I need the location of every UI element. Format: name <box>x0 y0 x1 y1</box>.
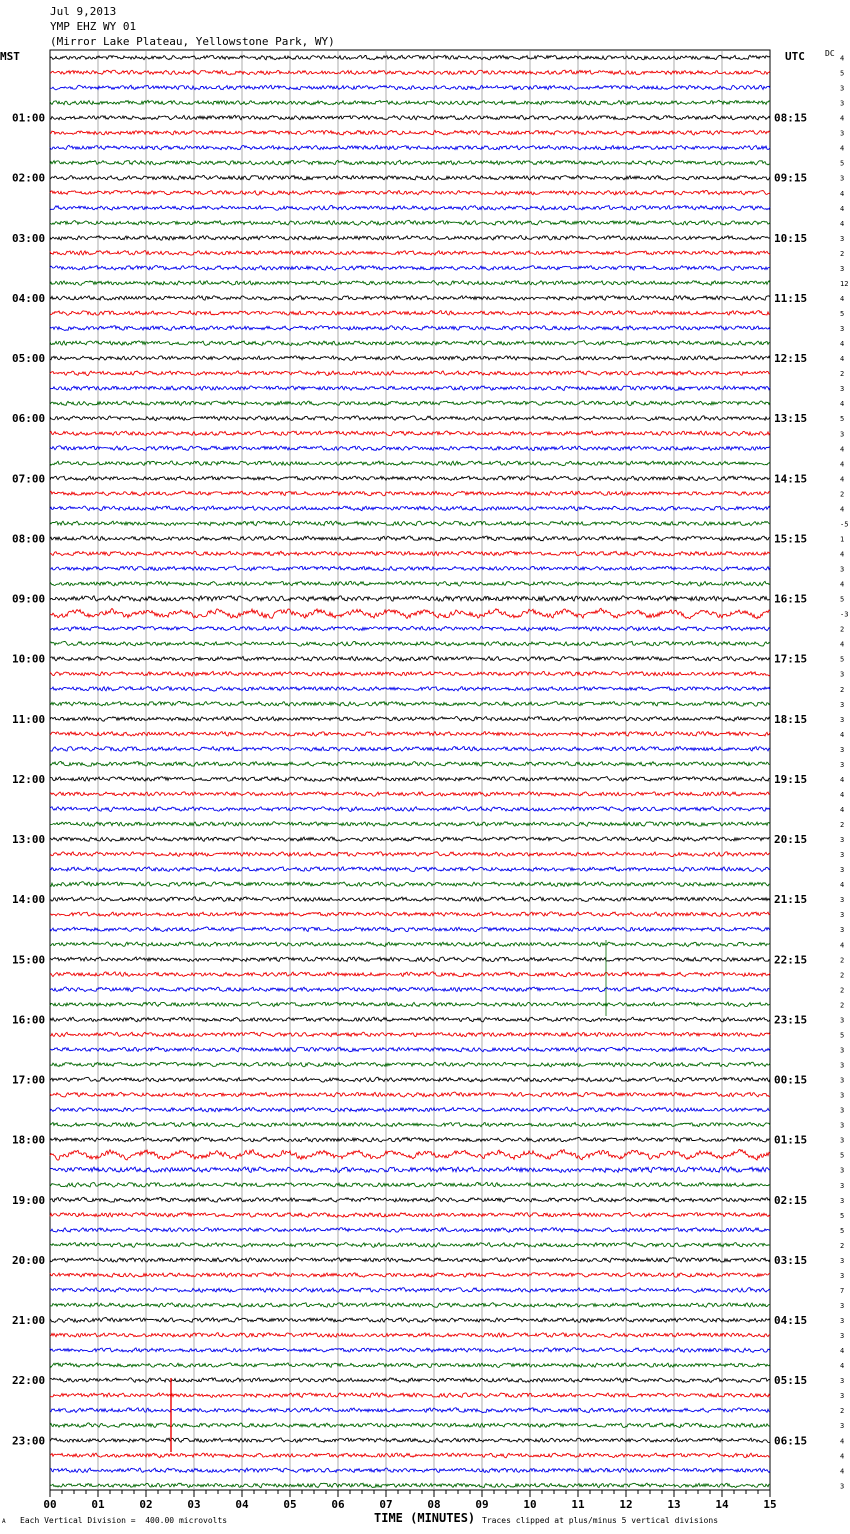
trace-line <box>50 792 770 797</box>
hour-label-left: 08:00 <box>12 532 46 546</box>
trace-line <box>50 566 770 571</box>
dc-offset-label: 4 <box>840 1347 845 1356</box>
trace-line <box>50 807 770 812</box>
dc-offset-label: 4 <box>840 219 845 228</box>
hour-label-left: 03:00 <box>12 231 46 245</box>
dc-offset-label: 4 <box>840 355 845 364</box>
dc-offset-label: 3 <box>840 1271 845 1280</box>
hour-label-right: 22:15 <box>774 953 808 967</box>
trace-line <box>50 131 770 136</box>
trace-line <box>50 1303 770 1308</box>
dc-offset-label: 4 <box>840 1437 845 1446</box>
dc-offset-label: 2 <box>840 490 845 499</box>
dc-offset-label: 4 <box>840 941 845 950</box>
dc-offset-label: 3 <box>840 1392 845 1401</box>
trace-line <box>50 671 770 676</box>
dc-offset-label: 2 <box>840 1001 845 1010</box>
trace-line <box>50 1197 770 1202</box>
dc-offset-label: 3 <box>840 1377 845 1386</box>
dc-offset-label: 4 <box>840 730 845 739</box>
hour-label-left: 09:00 <box>12 592 46 606</box>
hour-label-right: 17:15 <box>774 652 808 666</box>
dc-offset-label: 5 <box>840 69 845 78</box>
trace-line <box>50 702 770 707</box>
dc-offset-label: 3 <box>840 866 845 875</box>
dc-offset-label: 2 <box>840 1407 845 1416</box>
dc-offset-label: 3 <box>840 174 845 183</box>
dc-offset-label: 3 <box>840 99 845 108</box>
dc-offset-label: 4 <box>840 54 845 63</box>
dc-offset-label: 3 <box>840 1482 845 1491</box>
trace-line <box>50 281 770 286</box>
trace-line <box>50 85 770 90</box>
trace-line <box>50 942 770 947</box>
dc-offset-label: 3 <box>840 1046 845 1055</box>
dc-offset-label: 3 <box>840 84 845 93</box>
trace-line <box>50 596 770 601</box>
trace-line <box>50 641 770 646</box>
dc-offset-label: 4 <box>840 1452 845 1461</box>
trace-line <box>50 1318 770 1323</box>
x-tick-label: 12 <box>619 1498 633 1511</box>
dc-offset-label: 5 <box>840 159 845 168</box>
dc-offset-label: 5 <box>840 310 845 318</box>
right-timezone: UTC <box>785 50 805 63</box>
trace-line <box>50 687 770 692</box>
hour-label-right: 06:15 <box>774 1434 808 1448</box>
trace-line <box>50 311 770 316</box>
trace-line <box>50 356 770 361</box>
dc-offset-label: 4 <box>840 640 845 649</box>
hour-label-left: 05:00 <box>12 352 46 366</box>
dc-offset-label: 2 <box>840 1241 845 1250</box>
hour-label-right: 18:15 <box>774 712 808 726</box>
clip-note: Traces clipped at plus/minus 5 vertical divisions <box>482 1516 719 1525</box>
hour-label-left: 10:00 <box>12 652 46 666</box>
trace-line <box>50 1333 770 1338</box>
dc-offset-label: 3 <box>840 715 845 724</box>
trace-line <box>50 1363 770 1368</box>
trace-line <box>50 1182 770 1187</box>
x-tick-label: 02 <box>139 1498 153 1511</box>
hour-label-right: 00:15 <box>774 1073 808 1087</box>
trace-line <box>50 401 770 406</box>
dc-offset-label: 3 <box>840 1181 845 1190</box>
trace-line <box>50 251 770 256</box>
dc-offset-label: 4 <box>840 791 845 799</box>
x-axis-label: TIME (MINUTES) <box>374 1511 476 1525</box>
trace-line <box>50 446 770 451</box>
trace-line <box>50 837 770 842</box>
hour-label-right: 04:15 <box>774 1314 808 1327</box>
dc-offset-label: 3 <box>840 1302 845 1310</box>
trace-line <box>50 431 770 436</box>
trace-line <box>50 1002 770 1007</box>
trace-line <box>50 732 770 737</box>
trace-line <box>50 296 770 301</box>
x-tick-label: 00 <box>43 1498 57 1511</box>
dc-offset-label: 4 <box>840 340 845 349</box>
hour-label-left: 06:00 <box>12 412 46 426</box>
dc-offset-label: 3 <box>840 325 845 333</box>
hour-label-right: 21:15 <box>774 893 808 907</box>
dc-offset-label: 3 <box>840 851 845 860</box>
hour-label-left: 14:00 <box>12 893 46 907</box>
dc-offset-label: 4 <box>840 806 845 814</box>
x-tick-label: 06 <box>331 1498 345 1511</box>
dc-offset-label: 3 <box>840 1121 845 1130</box>
dc-offset-label: 3 <box>840 1106 845 1115</box>
trace-line <box>50 521 770 526</box>
trace-line <box>50 551 770 556</box>
dc-offset-label: 3 <box>840 1166 845 1175</box>
x-tick-label: 03 <box>187 1498 201 1511</box>
dc-offset-label: 4 <box>840 189 845 198</box>
dc-offset-label: -5 <box>840 520 849 529</box>
trace-line <box>50 1077 770 1082</box>
dc-offset-label: 2 <box>840 821 845 829</box>
plot-location: (Mirror Lake Plateau, Yellowstone Park, WY) <box>50 35 335 48</box>
trace-line <box>50 927 770 932</box>
x-tick-label: 07 <box>379 1498 393 1511</box>
hour-label-right: 02:15 <box>774 1193 808 1207</box>
dc-offset-label: 3 <box>840 1317 845 1325</box>
trace-line <box>50 912 770 917</box>
trace-line <box>50 882 770 887</box>
dc-offset-label: 3 <box>840 430 845 439</box>
dc-offset-label: 4 <box>840 475 845 484</box>
trace-line <box>50 581 770 586</box>
dc-offset-label: 4 <box>840 1467 845 1476</box>
x-tick-label: 10 <box>523 1498 537 1511</box>
corner-mark: A <box>2 1518 6 1525</box>
dc-offset-label: 3 <box>840 1332 845 1340</box>
dc-offset-label: 3 <box>840 129 845 138</box>
hour-label-left: 15:00 <box>12 953 46 967</box>
trace-line <box>50 1468 770 1473</box>
trace-line <box>50 656 770 661</box>
dc-offset-label: 4 <box>840 775 845 784</box>
hour-label-right: 01:15 <box>774 1133 808 1147</box>
dc-offset-label: 3 <box>840 836 845 845</box>
hour-label-right: 14:15 <box>774 472 808 486</box>
dc-offset-label: 3 <box>840 745 845 754</box>
dc-offset-label: 4 <box>840 204 845 213</box>
hour-label-right: 13:15 <box>774 412 808 426</box>
trace-line <box>50 476 770 481</box>
dc-offset-label: 3 <box>840 1136 845 1145</box>
hour-label-left: 16:00 <box>12 1013 46 1027</box>
dc-offset-label: 7 <box>840 1287 845 1295</box>
dc-offset-label: 3 <box>840 926 845 935</box>
trace-line <box>50 777 770 782</box>
trace-line <box>50 1273 770 1278</box>
hour-label-left: 11:00 <box>12 712 46 726</box>
dc-offset-label: 3 <box>840 565 845 574</box>
x-tick-label: 08 <box>427 1498 441 1511</box>
hour-label-left: 17:00 <box>12 1073 46 1087</box>
trace-line <box>50 1228 770 1233</box>
trace-line <box>50 761 770 766</box>
dc-offset-label: 5 <box>840 655 845 664</box>
x-tick-label: 13 <box>667 1498 681 1511</box>
hour-label-right: 19:15 <box>774 772 808 786</box>
dc-offset-label: 5 <box>840 1226 845 1235</box>
trace-line <box>50 1378 770 1383</box>
hour-label-right: 05:15 <box>774 1374 808 1388</box>
trace-line <box>50 386 770 391</box>
dc-offset-label: 4 <box>840 881 845 890</box>
dc-offset-label: 3 <box>840 1196 845 1205</box>
hour-label-left: 18:00 <box>12 1133 46 1147</box>
dc-offset-label: 3 <box>840 1091 845 1100</box>
trace-line <box>50 1438 770 1443</box>
dc-offset-label: 4 <box>840 400 845 409</box>
plot-date: Jul 9,2013 <box>50 5 117 18</box>
dc-offset-label: 3 <box>840 1076 845 1085</box>
x-tick-label: 15 <box>763 1498 777 1511</box>
dc-offset-label: 4 <box>840 445 845 454</box>
dc-offset-label: -3 <box>840 610 849 619</box>
dc-offset-label: 12 <box>840 279 849 288</box>
dc-label: DC <box>825 49 835 58</box>
trace-line <box>50 236 770 241</box>
trace-line <box>50 608 770 618</box>
trace-line <box>50 1107 770 1112</box>
trace-line <box>50 822 770 827</box>
trace-line <box>50 1047 770 1052</box>
hour-label-left: 22:00 <box>12 1374 46 1388</box>
hour-label-left: 19:00 <box>12 1193 46 1207</box>
trace-line <box>50 220 770 225</box>
dc-offset-label: 3 <box>840 385 845 394</box>
trace-line <box>50 897 770 902</box>
hour-label-left: 23:00 <box>12 1434 46 1448</box>
trace-line <box>50 371 770 376</box>
trace-line <box>50 461 770 466</box>
dc-offset-label: 2 <box>840 370 845 379</box>
trace-line <box>50 1092 770 1097</box>
trace-line <box>50 1212 770 1217</box>
trace-line <box>50 987 770 992</box>
trace-line <box>50 206 770 211</box>
trace-line <box>50 191 770 196</box>
dc-offset-label: 4 <box>840 1362 845 1371</box>
dc-offset-label: 2 <box>840 971 845 980</box>
dc-offset-label: 1 <box>840 535 845 544</box>
hour-label-right: 12:15 <box>774 352 808 366</box>
trace-line <box>50 1243 770 1248</box>
dc-offset-label: 4 <box>840 550 845 559</box>
trace-line <box>50 115 770 120</box>
trace-line <box>50 1062 770 1067</box>
scale-note: Each Vertical Division = 400.00 microvolts <box>20 1516 228 1525</box>
dc-offset-label: 4 <box>840 114 845 123</box>
x-tick-label: 09 <box>475 1498 489 1511</box>
trace-line <box>50 1258 770 1263</box>
dc-offset-label: 3 <box>840 911 845 920</box>
trace-line <box>50 341 770 346</box>
dc-offset-label: 5 <box>840 595 845 604</box>
hour-label-left: 01:00 <box>12 111 46 125</box>
hour-label-left: 20:00 <box>12 1253 46 1267</box>
trace-line <box>50 717 770 722</box>
dc-offset-label: 3 <box>840 1422 845 1431</box>
x-tick-label: 05 <box>283 1498 297 1511</box>
trace-line <box>50 852 770 857</box>
trace-line <box>50 1122 770 1127</box>
trace-line <box>50 1453 770 1458</box>
trace-line <box>50 1423 770 1428</box>
dc-offset-label: 2 <box>840 625 845 634</box>
trace-line <box>50 100 770 105</box>
dc-offset-label: 2 <box>840 249 845 258</box>
trace-line <box>50 145 770 150</box>
trace-line <box>50 1150 770 1161</box>
hour-label-right: 08:15 <box>774 111 808 125</box>
dc-offset-label: 3 <box>840 234 845 243</box>
dc-offset-label: 5 <box>840 1211 845 1220</box>
hour-label-left: 04:00 <box>12 292 46 305</box>
trace-line <box>50 1408 770 1413</box>
trace-line <box>50 867 770 872</box>
hour-label-right: 23:15 <box>774 1013 808 1027</box>
hour-label-right: 03:15 <box>774 1253 808 1267</box>
hour-label-right: 10:15 <box>774 231 808 245</box>
dc-offset-label: 3 <box>840 1256 845 1265</box>
dc-offset-label: 2 <box>840 685 845 694</box>
dc-offset-label: 3 <box>840 670 845 679</box>
x-tick-label: 04 <box>235 1498 249 1511</box>
trace-line <box>50 416 770 421</box>
hour-label-left: 07:00 <box>12 472 46 486</box>
dc-offset-label: 3 <box>840 1016 845 1025</box>
x-tick-label: 11 <box>571 1498 585 1511</box>
trace-line <box>50 70 770 75</box>
dc-offset-label: 4 <box>840 580 845 589</box>
plot-station: YMP EHZ WY 01 <box>50 20 137 33</box>
trace-line <box>50 491 770 496</box>
dc-offset-label: 4 <box>840 144 845 153</box>
dc-offset-label: 3 <box>840 760 845 769</box>
hour-label-left: 12:00 <box>12 772 46 786</box>
hour-label-right: 20:15 <box>774 833 808 847</box>
x-tick-label: 01 <box>91 1498 105 1511</box>
dc-offset-label: 3 <box>840 264 845 273</box>
hour-label-left: 02:00 <box>12 171 46 185</box>
dc-offset-label: 4 <box>840 505 845 514</box>
hour-label-right: 11:15 <box>774 292 808 305</box>
left-timezone: MST <box>0 50 20 63</box>
trace-line <box>50 1032 770 1037</box>
trace-line <box>50 506 770 511</box>
dc-offset-label: 5 <box>840 1031 845 1040</box>
trace-line <box>50 1167 770 1173</box>
dc-offset-label: 5 <box>840 1151 845 1160</box>
hour-label-right: 09:15 <box>774 171 808 185</box>
trace-line <box>50 1017 770 1022</box>
trace-line <box>50 747 770 752</box>
dc-offset-label: 3 <box>840 700 845 709</box>
trace-line <box>50 176 770 181</box>
dc-offset-label: 3 <box>840 896 845 905</box>
dc-offset-label: 2 <box>840 986 845 995</box>
trace-line <box>50 326 770 331</box>
trace-line <box>50 1483 770 1488</box>
hour-label-left: 21:00 <box>12 1314 46 1327</box>
trace-line <box>50 55 770 60</box>
hour-label-right: 15:15 <box>774 532 808 546</box>
hour-label-right: 16:15 <box>774 592 808 606</box>
dc-offset-label: 5 <box>840 415 845 424</box>
dc-offset-label: 4 <box>840 460 845 469</box>
trace-line <box>50 626 770 631</box>
hour-label-left: 13:00 <box>12 833 46 847</box>
dc-offset-label: 2 <box>840 956 845 965</box>
trace-line <box>50 266 770 271</box>
trace-line <box>50 972 770 977</box>
trace-line <box>50 1348 770 1353</box>
trace-line <box>50 536 770 541</box>
trace-line <box>50 957 770 962</box>
dc-offset-label: 4 <box>840 295 845 303</box>
dc-offset-label: 3 <box>840 1061 845 1070</box>
x-tick-label: 14 <box>715 1498 729 1511</box>
trace-line <box>50 160 770 165</box>
trace-line <box>50 1137 770 1142</box>
trace-line <box>50 1393 770 1398</box>
trace-line <box>50 1288 770 1293</box>
